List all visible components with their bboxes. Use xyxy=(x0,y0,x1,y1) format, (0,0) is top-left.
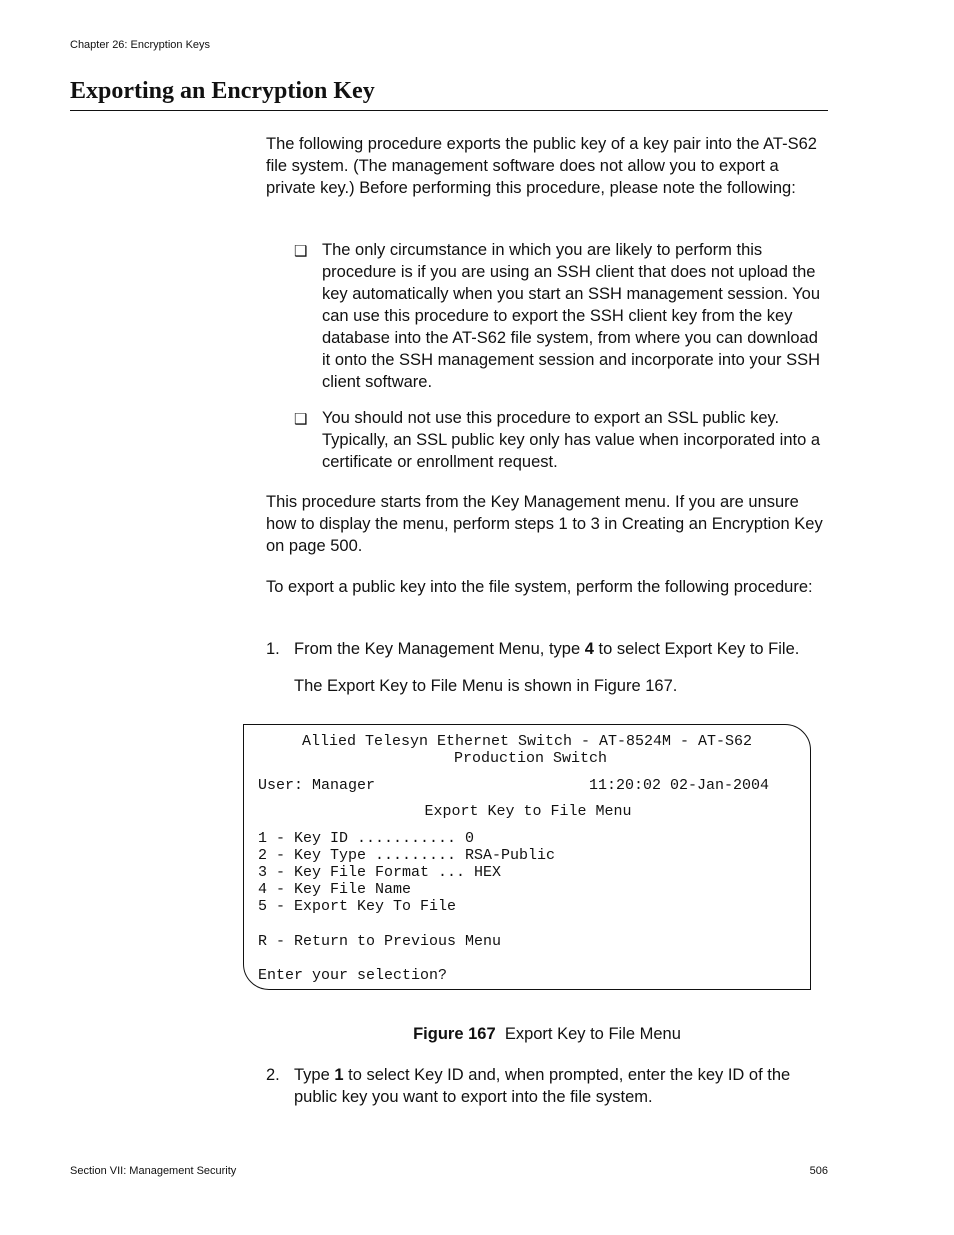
procedure-intro-paragraph: To export a public key into the file system, perform the following procedure: xyxy=(266,578,813,596)
step-key: 1 xyxy=(334,1066,344,1084)
intro-paragraph: The following procedure exports the public key of a key pair into the AT-S62 file system. (The management software does not allow you to export a private key.) Before performing this procedure, please note the following: xyxy=(266,135,817,197)
step-number: 2. xyxy=(266,1066,280,1084)
step-1-note: The Export Key to File Menu is shown in Figure 167. xyxy=(294,677,678,695)
procedure-start-paragraph: This procedure starts from the Key Management menu. If you are unsure how to display the menu, perform steps 1 to 3 in Creating an Encryption Key on page 500. xyxy=(266,493,823,555)
section-title: Exporting an Encryption Key xyxy=(70,78,375,104)
step-number: 1. xyxy=(266,640,280,658)
checkbox-bullet-icon: ❑ xyxy=(294,243,308,260)
figure-label: Figure 167 xyxy=(413,1025,496,1043)
step-2 xyxy=(266,1064,828,1108)
terminal-menu-item: 1 - Key ID ........... 0 xyxy=(258,830,475,847)
terminal-menu-item: 2 - Key Type ......... RSA-Public xyxy=(258,847,556,864)
terminal-title-line-1: Allied Telesyn Ethernet Switch - AT-8524M - AT-S62 xyxy=(301,733,753,750)
terminal-user: User: Manager xyxy=(258,777,376,794)
bullet-text: The only circumstance in which you are likely to perform this procedure is if you are using an SSH client that does not upload the key automatically when you start an SSH management session. You can use this procedure to export the SSH client key from the key database into the AT-S62 file system, from where you can download it onto the SSH management session and incorporate into your SSH client software. xyxy=(322,241,821,391)
terminal-menu-item: 4 - Key File Name xyxy=(258,881,412,898)
bullet-item xyxy=(294,239,828,393)
step-text: Type 1 to select Key ID and, when prompted, enter the key ID of the public key you want to export into the file system. xyxy=(294,1066,791,1106)
terminal-timestamp: 11:20:02 02-Jan-2004 xyxy=(589,777,770,794)
terminal-menu-title: Export Key to File Menu xyxy=(424,803,632,820)
bullet-item xyxy=(294,407,828,473)
terminal-menu-item: 3 - Key File Format ... HEX xyxy=(258,864,502,881)
title-rule xyxy=(70,110,828,111)
terminal-return-item: R - Return to Previous Menu xyxy=(258,933,502,950)
figure-caption-text: Export Key to File Menu xyxy=(504,1025,681,1043)
terminal-prompt: Enter your selection? xyxy=(258,967,448,984)
figure-caption xyxy=(266,1023,828,1045)
terminal-screen xyxy=(243,724,811,990)
page-number: 506 xyxy=(809,1165,828,1177)
step-key: 4 xyxy=(584,640,594,658)
terminal-menu-item: 5 - Export Key To File xyxy=(258,898,457,915)
running-footer-section: Section VII: Management Security xyxy=(70,1165,237,1177)
running-header: Chapter 26: Encryption Keys xyxy=(70,39,211,51)
checkbox-bullet-icon: ❑ xyxy=(294,411,308,428)
step-text: From the Key Management Menu, type 4 to select Export Key to File. xyxy=(294,640,800,658)
bullet-text: You should not use this procedure to export an SSL public key. Typically, an SSL public key only has value when incorporated into a certificate or enrollment request. xyxy=(322,409,821,471)
step-1 xyxy=(266,638,828,660)
terminal-title-line-2: Production Switch xyxy=(453,750,608,767)
